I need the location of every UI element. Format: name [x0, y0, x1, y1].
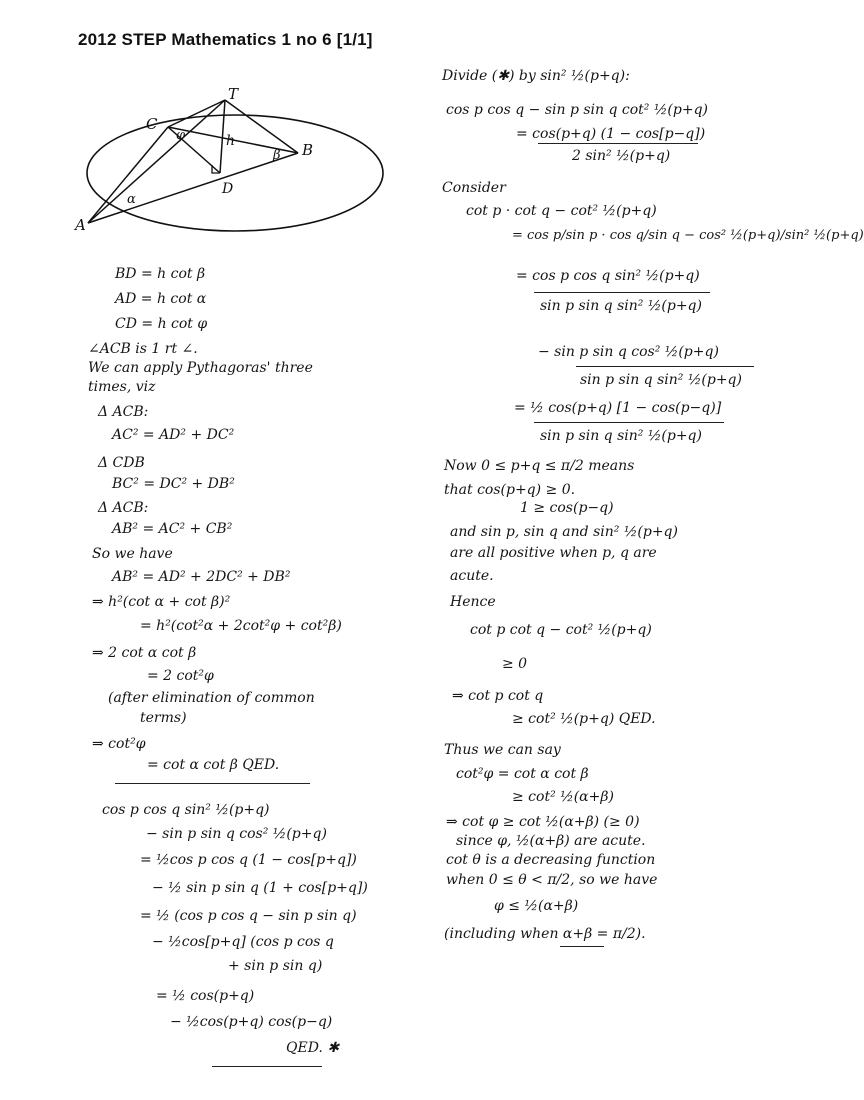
left-line: = ½ (cos p cos q − sin p sin q) — [140, 908, 357, 924]
left-line: AB² = AC² + CB² — [112, 521, 233, 537]
left-line: CD = h cot φ — [115, 316, 208, 332]
right-line: ≥ 0 — [502, 656, 528, 672]
right-line: since φ, ½(α+β) are acute. — [456, 833, 646, 849]
right-line: cot p · cot q − cot² ½(p+q) — [466, 203, 657, 219]
section-divider-left — [115, 783, 310, 784]
right-line: = cos p/sin p · cos q/sin q − cos² ½(p+q)/sin² ½(p+q) — [512, 228, 864, 243]
left-line: Δ ACB: — [98, 404, 149, 420]
right-line: = ½ cos(p+q) [1 − cos(p−q)] — [514, 400, 722, 416]
right-line: when 0 ≤ θ < π/2, so we have — [446, 872, 658, 888]
right-line: acute. — [450, 568, 494, 584]
fraction-bar — [538, 143, 698, 144]
underline-condition — [560, 946, 604, 947]
left-line: = cot α cot β QED. — [147, 757, 280, 773]
right-line: = cos p cos q sin² ½(p+q) — [516, 268, 700, 284]
right-line: and sin p, sin q and sin² ½(p+q) — [450, 524, 678, 540]
right-line: sin p sin q sin² ½(p+q) — [540, 298, 702, 314]
left-line: = ½cos p cos q (1 − cos[p+q]) — [140, 852, 357, 868]
left-line: − sin p sin q cos² ½(p+q) — [146, 826, 327, 842]
right-line: ⇒ cot p cot q — [452, 688, 544, 704]
left-line: terms) — [140, 710, 187, 726]
left-line: So we have — [92, 546, 173, 562]
right-line: cos p cos q − sin p sin q cot² ½(p+q) — [446, 102, 709, 118]
fraction-bar — [534, 292, 710, 293]
left-line: QED. ✱ — [286, 1040, 340, 1056]
height-h — [220, 100, 225, 173]
bottom-divider-left — [212, 1066, 322, 1067]
label-A: A — [75, 216, 86, 234]
label-C: C — [146, 115, 158, 133]
line-A-B — [88, 153, 298, 223]
label-beta: β — [273, 148, 281, 163]
right-line: Now 0 ≤ p+q ≤ π/2 means — [444, 458, 635, 474]
left-line: ⇒ cot²φ — [92, 736, 146, 752]
fraction-bar — [534, 422, 724, 423]
left-line: = ½ cos(p+q) — [156, 988, 255, 1004]
right-line: Hence — [450, 594, 496, 610]
left-line: AC² = AD² + DC² — [112, 427, 235, 443]
left-line: − ½cos(p+q) cos(p−q) — [170, 1014, 333, 1030]
right-line: sin p sin q sin² ½(p+q) — [540, 428, 702, 444]
right-line: = cos(p+q) (1 − cos[p−q]) — [516, 126, 706, 142]
left-line: ⇒ h²(cot α + cot β)² — [92, 594, 231, 610]
right-line: Thus we can say — [444, 742, 561, 758]
left-line: − ½ sin p sin q (1 + cos[p+q]) — [152, 880, 368, 896]
right-line: cot θ is a decreasing function — [446, 852, 656, 868]
left-line: Δ ACB: — [98, 500, 149, 516]
label-alpha: α — [127, 192, 136, 207]
right-line: − sin p sin q cos² ½(p+q) — [538, 344, 719, 360]
left-line: BC² = DC² + DB² — [112, 476, 235, 492]
right-line: ≥ cot² ½(p+q) QED. — [512, 711, 656, 727]
left-line: = h²(cot²α + 2cot²φ + cot²β) — [140, 618, 342, 634]
right-line: that cos(p+q) ≥ 0. — [444, 482, 576, 498]
page-title: 2012 STEP Mathematics 1 no 6 [1/1] — [78, 30, 373, 49]
geometry-diagram — [70, 85, 390, 235]
right-line: sin p sin q sin² ½(p+q) — [580, 372, 742, 388]
left-line: AB² = AD² + 2DC² + DB² — [112, 569, 291, 585]
right-line: ≥ cot² ½(α+β) — [512, 789, 614, 805]
left-line: cos p cos q sin² ½(p+q) — [102, 802, 270, 818]
left-line: − ½cos[p+q] (cos p cos q — [152, 934, 334, 950]
left-line: AD = h cot α — [115, 291, 207, 307]
right-line: Consider — [442, 180, 506, 196]
left-line: ∠ACB is 1 rt ∠. — [88, 341, 198, 357]
line-C-T — [168, 100, 225, 127]
right-line: ⇒ cot φ ≥ cot ½(α+β) (≥ 0) — [446, 814, 640, 830]
left-line: We can apply Pythagoras' three — [88, 360, 313, 376]
right-line: cot p cot q − cot² ½(p+q) — [470, 622, 652, 638]
left-line: + sin p sin q) — [228, 958, 323, 974]
right-line: (including when α+β = π/2). — [444, 926, 646, 942]
left-line: ⇒ 2 cot α cot β — [92, 645, 197, 661]
right-line: 2 sin² ½(p+q) — [572, 148, 671, 164]
right-line: 1 ≥ cos(p−q) — [520, 500, 614, 516]
line-A-C — [88, 127, 168, 223]
left-line: = 2 cot²φ — [147, 668, 214, 684]
label-T: T — [228, 85, 239, 103]
fraction-bar — [576, 366, 754, 367]
label-B: B — [302, 141, 314, 159]
right-line: are all positive when p, q are — [450, 545, 657, 561]
right-line: cot²φ = cot α cot β — [456, 766, 589, 782]
left-line: BD = h cot β — [115, 266, 206, 282]
left-line: times, viz — [88, 379, 156, 395]
label-phi: φ — [176, 128, 186, 143]
left-line: Δ CDB — [98, 455, 145, 471]
left-line: (after elimination of common — [108, 690, 315, 706]
right-line: Divide (✱) by sin² ½(p+q): — [442, 68, 630, 84]
label-D: D — [222, 181, 234, 197]
label-h: h — [226, 133, 236, 149]
right-line: φ ≤ ½(α+β) — [494, 898, 579, 914]
